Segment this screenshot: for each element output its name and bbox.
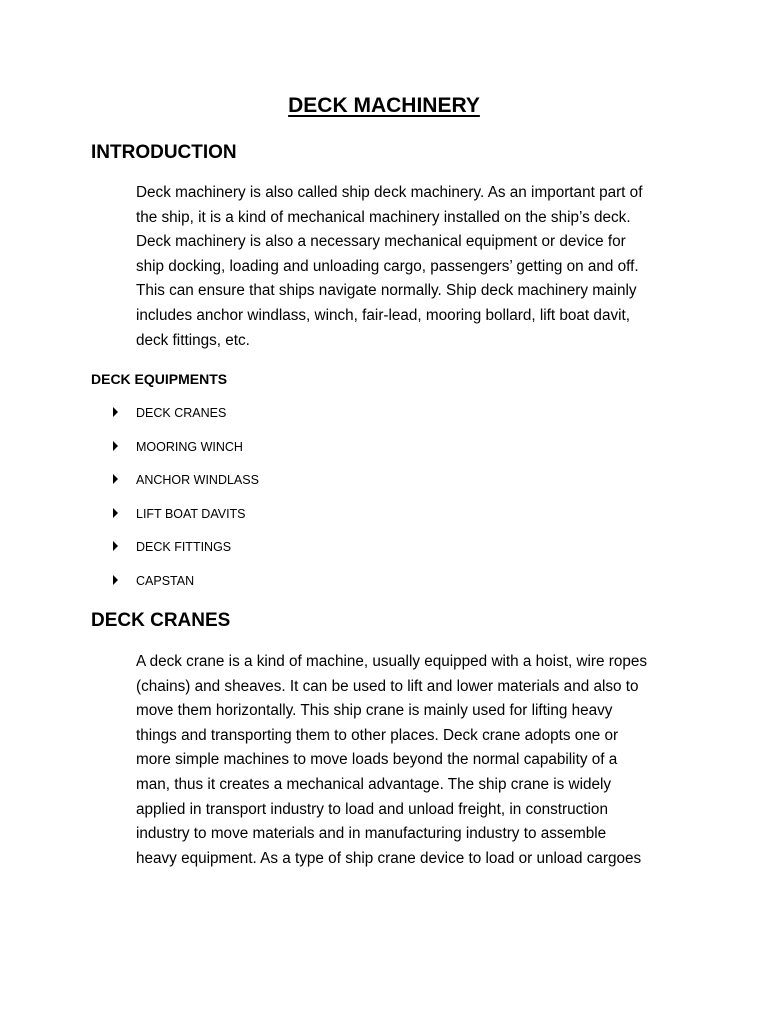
- paragraph-line: Deck machinery is also called ship deck machinery. As an important part of: [136, 184, 643, 201]
- paragraph-line: man, thus it creates a mechanical advantage. The ship crane is widely: [136, 775, 612, 793]
- paragraph-line: the ship, it is a kind of mechanical machinery installed on the ship’s deck.: [136, 208, 631, 226]
- paragraph-line: move them horizontally. This ship crane is mainly used for lifting heavy: [136, 702, 613, 720]
- bullet-arrow-icon: [113, 541, 118, 551]
- document-title: [0, 92, 768, 120]
- list-item-label: MOORING WINCH: [136, 439, 243, 454]
- list-item-label: LIFT BOAT DAVITS: [136, 506, 246, 521]
- list-item-label: ANCHOR WINDLASS: [136, 473, 259, 488]
- section-heading-deck-cranes: DECK CRANES: [91, 610, 231, 631]
- paragraph-line: deck fittings, etc.: [136, 331, 250, 349]
- list-item-label: DECK FITTINGS: [136, 540, 232, 555]
- paragraph-line: includes anchor windlass, winch, fair-lead, mooring bollard, lift boat davit,: [136, 306, 630, 324]
- introduction-paragraph: [136, 181, 696, 353]
- list-item-label: DECK CRANES: [136, 406, 227, 420]
- paragraph-line: heavy equipment. As a type of ship crane device to load or unload cargoes: [136, 849, 642, 867]
- section-heading-introduction: INTRODUCTION: [91, 142, 237, 163]
- section-heading-deck-equipments: DECK EQUIPMENTS: [91, 371, 228, 387]
- bullet-arrow-icon: [113, 441, 118, 451]
- paragraph-line: things and transporting them to other places. Deck crane adopts one or: [136, 726, 619, 744]
- bullet-arrow-icon: [113, 508, 118, 518]
- paragraph-line: A deck crane is a kind of machine, usually equipped with a hoist, wire ropes: [136, 653, 648, 670]
- deck-cranes-paragraph: [136, 650, 696, 871]
- bullet-arrow-icon: [113, 575, 118, 585]
- paragraph-line: Deck machinery is also a necessary mechanical equipment or device for: [136, 233, 626, 251]
- paragraph-line: applied in transport industry to load and unload freight, in construction: [136, 800, 608, 818]
- paragraph-line: This can ensure that ships navigate normally. Ship deck machinery mainly: [136, 282, 637, 300]
- paragraph-line: more simple machines to move loads beyond the normal capability of a: [136, 751, 618, 769]
- bullet-arrow-icon: [113, 407, 118, 417]
- list-item-label: CAPSTAN: [136, 573, 195, 588]
- bullet-arrow-icon: [113, 474, 118, 484]
- paragraph-line: ship docking, loading and unloading cargo, passengers’ getting on and off.: [136, 257, 639, 275]
- paragraph-line: (chains) and sheaves. It can be used to lift and lower materials and also to: [136, 677, 639, 695]
- paragraph-line: industry to move materials and in manufacturing industry to assemble: [136, 825, 607, 843]
- document-title-text: DECK MACHINERY: [288, 94, 480, 117]
